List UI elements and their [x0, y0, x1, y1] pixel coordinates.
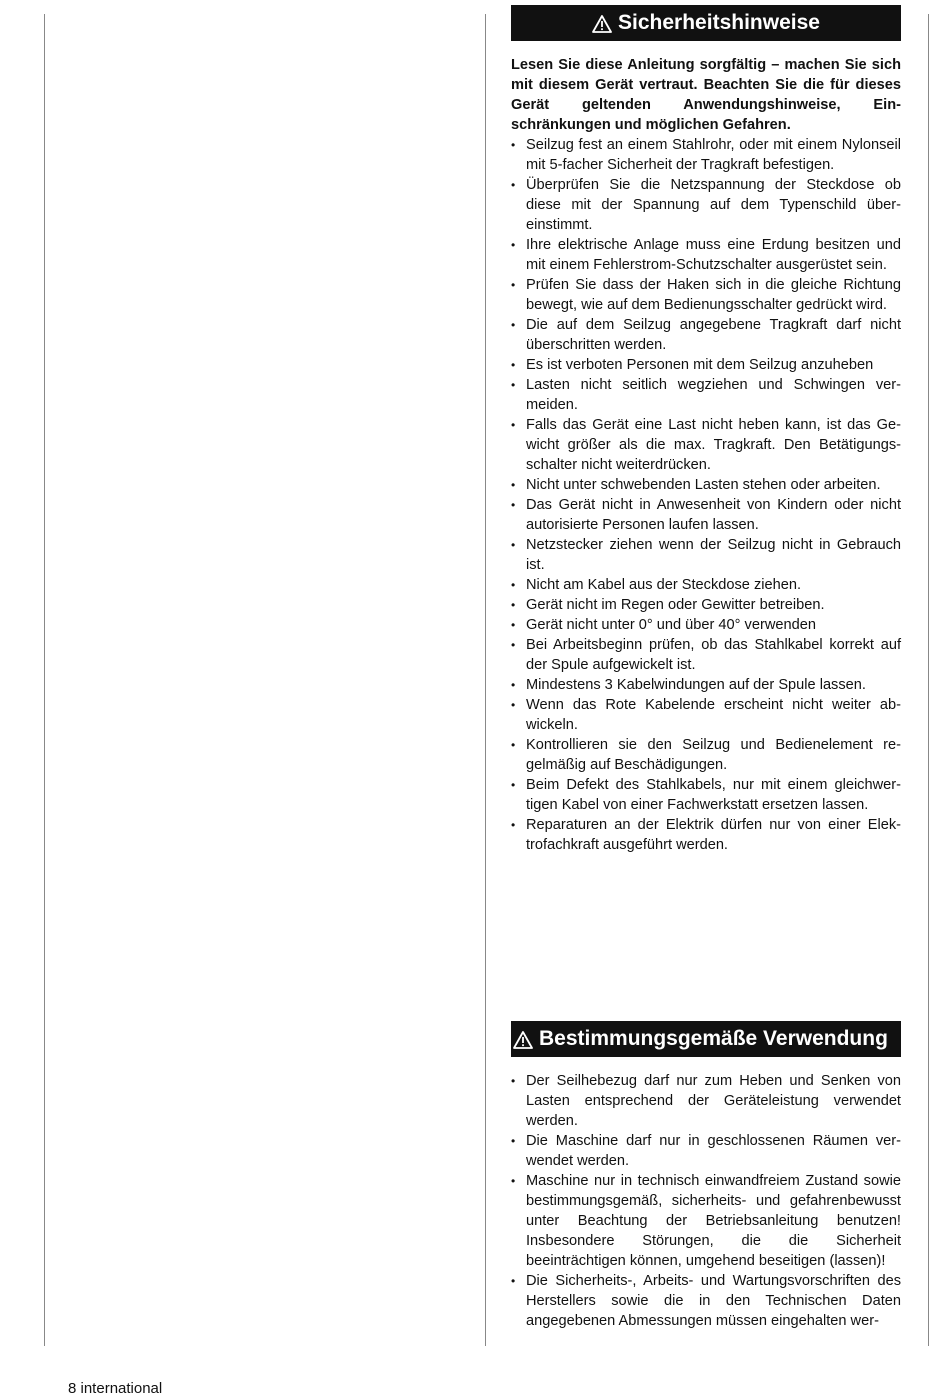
- safety-section: [511, 5, 901, 855]
- safety-intro: Lesen Sie diese Anleitung sorgfältig – machen Sie sich mit diesem Gerät vertraut. Beachten Sie die für dieses Gerät geltenden Anwendungshinweise, Einschränkungen und möglichen Gefahren.: [511, 57, 901, 133]
- safety-list-item: • Überprüfen Sie die Netzspannung der Steckdose ob diese mit der Spannung auf dem Typenschild übereinstimmt.: [511, 175, 901, 235]
- safety-list-item: • Die auf dem Seilzug angegebene Tragkraft darf nicht überschritten werden.: [511, 315, 901, 355]
- safety-list-item: • Gerät nicht im Regen oder Gewitter betreiben.: [511, 595, 901, 615]
- usage-section: [511, 1021, 901, 1331]
- usage-list-item: • Die Maschine darf nur in geschlossenen Räumen verwendet werden.: [511, 1131, 901, 1171]
- safety-heading-text: Sicherheitshinweise: [618, 11, 820, 34]
- safety-list: [511, 135, 901, 855]
- safety-list-item: • Netzstecker ziehen wenn der Seilzug nicht in Gebrauch ist.: [511, 535, 901, 575]
- safety-list-item: • Falls das Gerät eine Last nicht heben kann, ist das Gewicht größer als die max. Tragkraft. Den Betätigungsschalter nicht weiterdrücken.: [511, 415, 901, 475]
- usage-list-item: • Der Seilhebezug darf nur zum Heben und Senken von Lasten entsprechend der Geräteleistung verwendet werden.: [511, 1071, 901, 1131]
- safety-list-item: • Reparaturen an der Elektrik dürfen nur von einer Elektrofachkraft ausgeführt werden.: [511, 815, 901, 855]
- usage-list-item: • Die Sicherheits-, Arbeits- und Wartungsvorschriften des Herstellers sowie die in den Technischen Daten angegebenen Abmessungen müssen eingehalten wer-: [511, 1271, 901, 1331]
- safety-list-item: • Das Gerät nicht in Anwesenheit von Kindern oder nicht autorisierte Personen laufen lassen.: [511, 495, 901, 535]
- safety-list-item: • Gerät nicht unter 0° und über 40° verwenden: [511, 615, 901, 635]
- safety-list-item: • Seilzug fest an einem Stahlrohr, oder mit einem Nylonseil mit 5-facher Sicherheit der Tragkraft befestigen.: [511, 135, 901, 175]
- safety-list-item: • Prüfen Sie dass der Haken sich in die gleiche Richtung bewegt, wie auf dem Bedienungsschalter gedrückt wird.: [511, 275, 901, 315]
- usage-heading: [511, 1021, 901, 1057]
- warning-triangle-icon: [592, 15, 612, 33]
- usage-list-item: • Maschine nur in technisch einwandfreiem Zustand sowie bestimmungsgemäß, sicherheits- und gefahrenbewusst unter Beachtung der Betriebsanleitung benutzen! Insbesondere Störungen, die die Sicherheit beeinträchtigen können, umgehend beseitigen (lassen)!: [511, 1171, 901, 1271]
- safety-list-item: • Es ist verboten Personen mit dem Seilzug anzuheben: [511, 355, 901, 375]
- safety-heading: [511, 5, 901, 41]
- right-margin-rule: [928, 14, 929, 1346]
- safety-list-item: • Kontrollieren sie den Seilzug und Bedienelement regelmäßig auf Beschädigungen.: [511, 735, 901, 775]
- safety-list-item: • Bei Arbeitsbeginn prüfen, ob das Stahlkabel korrekt auf der Spule aufgewickelt ist.: [511, 635, 901, 675]
- safety-list-item: • Beim Defekt des Stahlkabels, nur mit einem gleichwertigen Kabel von einer Fachwerkstatt ersetzen lassen.: [511, 775, 901, 815]
- page-footer: 8 international: [68, 1380, 163, 1397]
- safety-list-item: • Wenn das Rote Kabelende erscheint nicht weiter abwickeln.: [511, 695, 901, 735]
- column-divider-rule: [485, 14, 486, 1346]
- safety-list-item: • Lasten nicht seitlich wegziehen und Schwingen vermeiden.: [511, 375, 901, 415]
- safety-list-item: • Nicht unter schwebenden Lasten stehen oder arbeiten.: [511, 475, 901, 495]
- warning-triangle-icon: [513, 1031, 533, 1049]
- left-margin-rule: [44, 14, 45, 1346]
- safety-list-item: • Nicht am Kabel aus der Steckdose ziehen.: [511, 575, 901, 595]
- usage-heading-text: Bestimmungsgemäße Verwendung: [539, 1027, 888, 1050]
- safety-list-item: • Ihre elektrische Anlage muss eine Erdung besitzen und mit einem Fehlerstrom-Schutzschalter ausgerüstet sein.: [511, 235, 901, 275]
- safety-list-item: • Mindestens 3 Kabelwindungen auf der Spule lassen.: [511, 675, 901, 695]
- usage-list: [511, 1071, 901, 1331]
